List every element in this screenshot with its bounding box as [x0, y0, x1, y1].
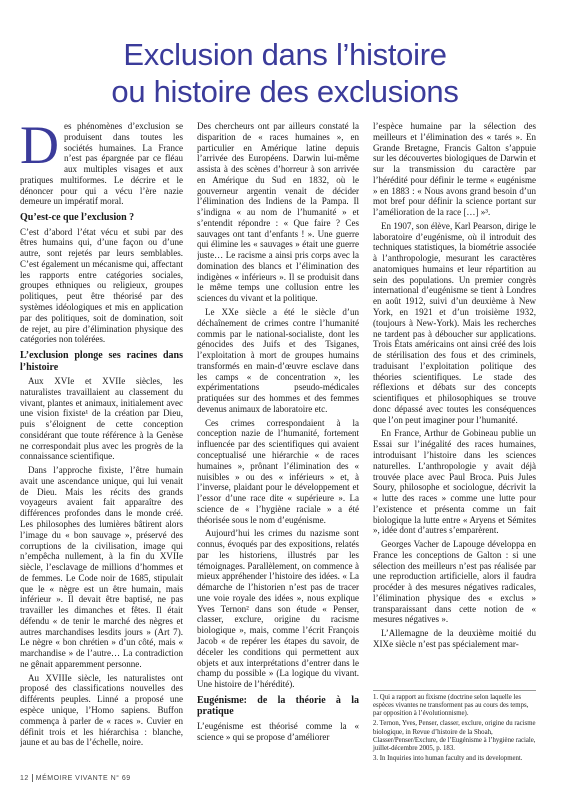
paragraph: Georges Vacher de Lapouge développa en France les conceptions de Galton : si une sélection des meilleurs n’est pas réalisée par une reproduction artificielle, alors il faudra procéder à des mesures négatives radicales, l’élimination physique des « exclus » transparaissant dans cette notion de « mesures négatives ».	[373, 539, 536, 625]
paragraph: Ces crimes correspondaient à la conception nazie de l’humanité, fortement influencée par des scientifiques qui avaient conceptualisé une hiérarchie « de races humaines », prônant l’élimination des « nuisibles » ou des « inférieurs » et, à l’inverse, plaidant pour le développement et l’essor d’une race dite « supérieure ». La science de « l’hygiène raciale » a été théorisée sous le nom d’eugénisme.	[197, 417, 359, 525]
article-title-line2: ou histoire des exclusions	[111, 74, 459, 110]
paragraph: l’espèce humaine par la sélection des meilleurs et l’élimination des « tarés ». En Grande Bretagne, Francis Galton s’appuie sur les découvertes biologiques de Darwin et sur la transmission du caractère par l’hérédité pour définir le terme « eugénisme » en 1883 : « Nous avons grand besoin d’un mot bref pour définir la science portant sur l’amélioration de la race […] »³.	[373, 121, 536, 218]
paragraph: En France, Arthur de Gobineau publie un Essai sur l’inégalité des races humaines, introduisant l’histoire dans les sciences naturelles. L’anthropologie y avait déjà trouvée place avec Paul Broca. Puis Jules Soury, philosophe et sociologue, décrivit la « lutte des races » comme une lutte pour l’existence et présenta comme un fait biologique la lutte entre « Aryens et Sémites », idée dont d’autres s’emparèrent.	[373, 428, 536, 536]
paragraph: Au XVIIIe siècle, les naturalistes ont proposé des classifications nouvelles des différents peuples. Linné a proposé une espèce unique, l’Homo sapiens. Buffon commença à parler de « races ». Cuvier en définit trois et les hiérarchisa : blanche, jaune et au bas de l’échelle, noire.	[20, 672, 183, 748]
paragraph: Des chercheurs ont par ailleurs constaté la disparition de « races humaines », en particulier en Amérique latine depuis l’arrivée des Européens. Darwin lui-même assista à des scènes d’horreur à son arrivée en Amérique du Sud en 1832, où le gouverneur argentin venait de décider l’élimination des Indiens de la Pampa. Il s’indigna « au nom de l’humanité » et s’entendit répondre : « Que faire ? Ces sauvages ont tant d’enfants ! ». Une guerre qui élimine les « sauvages » était une guerre juste… Le racisme a ainsi pris corps avec la domination des blancs et l’élimination des indigènes « inférieurs ». Il se produisit dans le même temps une collusion entre les sciences du vivant et la politique.	[197, 121, 359, 304]
paragraph: Dans l’approche fixiste, l’être humain avait une ascendance unique, qui lui venait de Dieu. Mais les récits des grands voyageurs avaient fait apparaître des différences profondes dans le monde créé. Les philosophes des lumières bâtirent alors l’image du « bon sauvage », préservé des corruptions de la civilisation, image qui n’empêcha nullement, à la fin du XVIIe siècle, l’esclavage de millions d’hommes et de femmes. Le Code noir de 1685, stipulait que le « nègre est un être humain, mais inférieur ». Il devait être baptisé, ne pas travailler les dimanches et fêtes. Il était défendu « de tenir le marché des nègres et autres marchandises lesdits jours » (Art 7). Le nègre « bon chrétien » d’un côté, mais « marchandise » de l’autre… La contradiction ne gênait apparemment personne.	[20, 465, 183, 669]
paragraph: L’Allemagne de la deuxième moitié du XIXe siècle n’est pas spécialement mar-	[373, 628, 536, 649]
footnote-3: 3. In Inquiries into human faculty and its development.	[373, 755, 523, 763]
paragraph: Aux XVIe et XVIIe siècles, les naturalistes travaillaient au classement du vivant, plantes et animaux, initialement avec une vision fixiste¹ de la création par Dieu, puis s’éloignent de cette conception considérant que toute référence à la Genèse ne correspondait plus avec les progrès de la connaissance scientifique.	[20, 376, 183, 462]
article-title	[70, 36, 500, 110]
text-column-3	[373, 121, 536, 686]
paragraph: Aujourd’hui les crimes du nazisme sont connus, évoqués par des expositions, relatés par les historiens, illustrés par les témoignages. Parallèlement, on commence à mieux appréhender l’histoire des idées. « La démarche de l’historien n’est pas de tracer une voie royale des idées », nous explique Yves Ternon² dans son étude « Penser, classer, exclure, origine du racisme biologique », mais, comme l’écrit François Jacob « de repérer les étapes du savoir, de déceler les conditions qui permettent aux objets et aux interprétations d’entrer dans le champ du possible » (La logique du vivant. Une histoire de l’hérédité).	[197, 528, 359, 690]
footnote-1: 1. Qui a rapport au fixisme (doctrine selon laquelle les espèces vivantes ne transforment pas au cours des temps, par opposition à l’évolutionnisme).	[373, 694, 529, 718]
article-title-line1: Exclusion dans l’histoire	[123, 37, 447, 72]
paragraph: Le XXe siècle a été le siècle d’un déchaînement de crimes contre l’humanité commis par le national-socialiste, dont les génocides des Juifs et des Tsiganes, l’exploitation à mort de groupes humains transformés en main-d’œuvre esclave dans les camps « de concentration », les expérimentations pseudo-médicales pratiquées sur des hommes et des femmes devenus animaux de laboratoire etc.	[197, 307, 359, 414]
section-heading-eugenics: Eugénisme: de la théorie à la pratique	[197, 694, 359, 718]
paragraph: En 1907, son élève, Karl Pearson, dirige le laboratoire d’eugénisme, où il introduit des techniques statistiques, la biométrie associée à l’anthropologie, mesurant les caractères anatomiques humains et leur répartition au sein des populations. Un premier congrès international d’eugénisme se tient à Londres en août 1912, suivi d’un deuxième à New York, en 1921 et d’un troisième 1932, (toujours à New-York). Mais les recherches ne tardent pas à déboucher sur applications. Trois États américains ont ainsi créé des lois de stérilisation des fous et des criminels, traduisant l’exploitation politique des théories scientifiques. Le stade des réflexions et débats sur des concepts scientifiques et philosophiques se trouve donc dépassé avec toutes les conséquences que l’on peut imaginer pour l’humanité.	[373, 220, 536, 425]
paragraph: C’est d’abord l’état vécu et subi par des êtres humains qui, d’une façon ou d’une autre, sont rejetés par leurs semblables. C’est également un mécanisme qui, affectant les rapports entre catégories sociales, groupes ethniques ou religieux, groupes politiques, peut être théorisé par des systèmes idéologiques et mis en application par des politiques, soit de domination, soit de rejet, au pire d’élimination physique des catégories non tolérées.	[20, 226, 183, 345]
intro-text: es phénomènes d’exclusion se produisent dans toutes les sociétés humaines. La France n’est pas épargnée par ce fléau aux multiples visages et aux pratiques multiformes. Le décrire et le dénoncer pour qui a vécu l’ère nazie demeure un impératif moral.	[20, 121, 183, 207]
footer-separator	[32, 774, 33, 782]
intro-paragraph	[20, 121, 183, 207]
section-heading-history: L’exclusion plonge ses racines dans l’histoire	[20, 350, 183, 373]
section-heading-definition: Qu’est-ce que l’exclusion ?	[20, 212, 135, 224]
footnote-2: 2. Ternon, Yves, Penser, classer, exclure, origine du racisme biologique, in Revue d’histoire de la Shoah, Classer/Penser/Exclure, de l’Eugénisme à l’hygiène raciale, juillet-décembre 2005, p. 183.	[373, 720, 536, 752]
issue-number: N° 69	[110, 774, 131, 782]
page-footer	[20, 774, 131, 782]
page-number: 12	[20, 774, 29, 782]
text-column-1	[20, 121, 183, 761]
text-column-2	[197, 121, 359, 761]
footnotes	[373, 690, 536, 765]
drop-cap: D	[20, 121, 59, 175]
magazine-name: MÉMOIRE VIVANTE	[35, 774, 109, 782]
paragraph: L’eugénisme est théorisé comme la « science » qui se propose d’améliorer	[197, 720, 359, 742]
